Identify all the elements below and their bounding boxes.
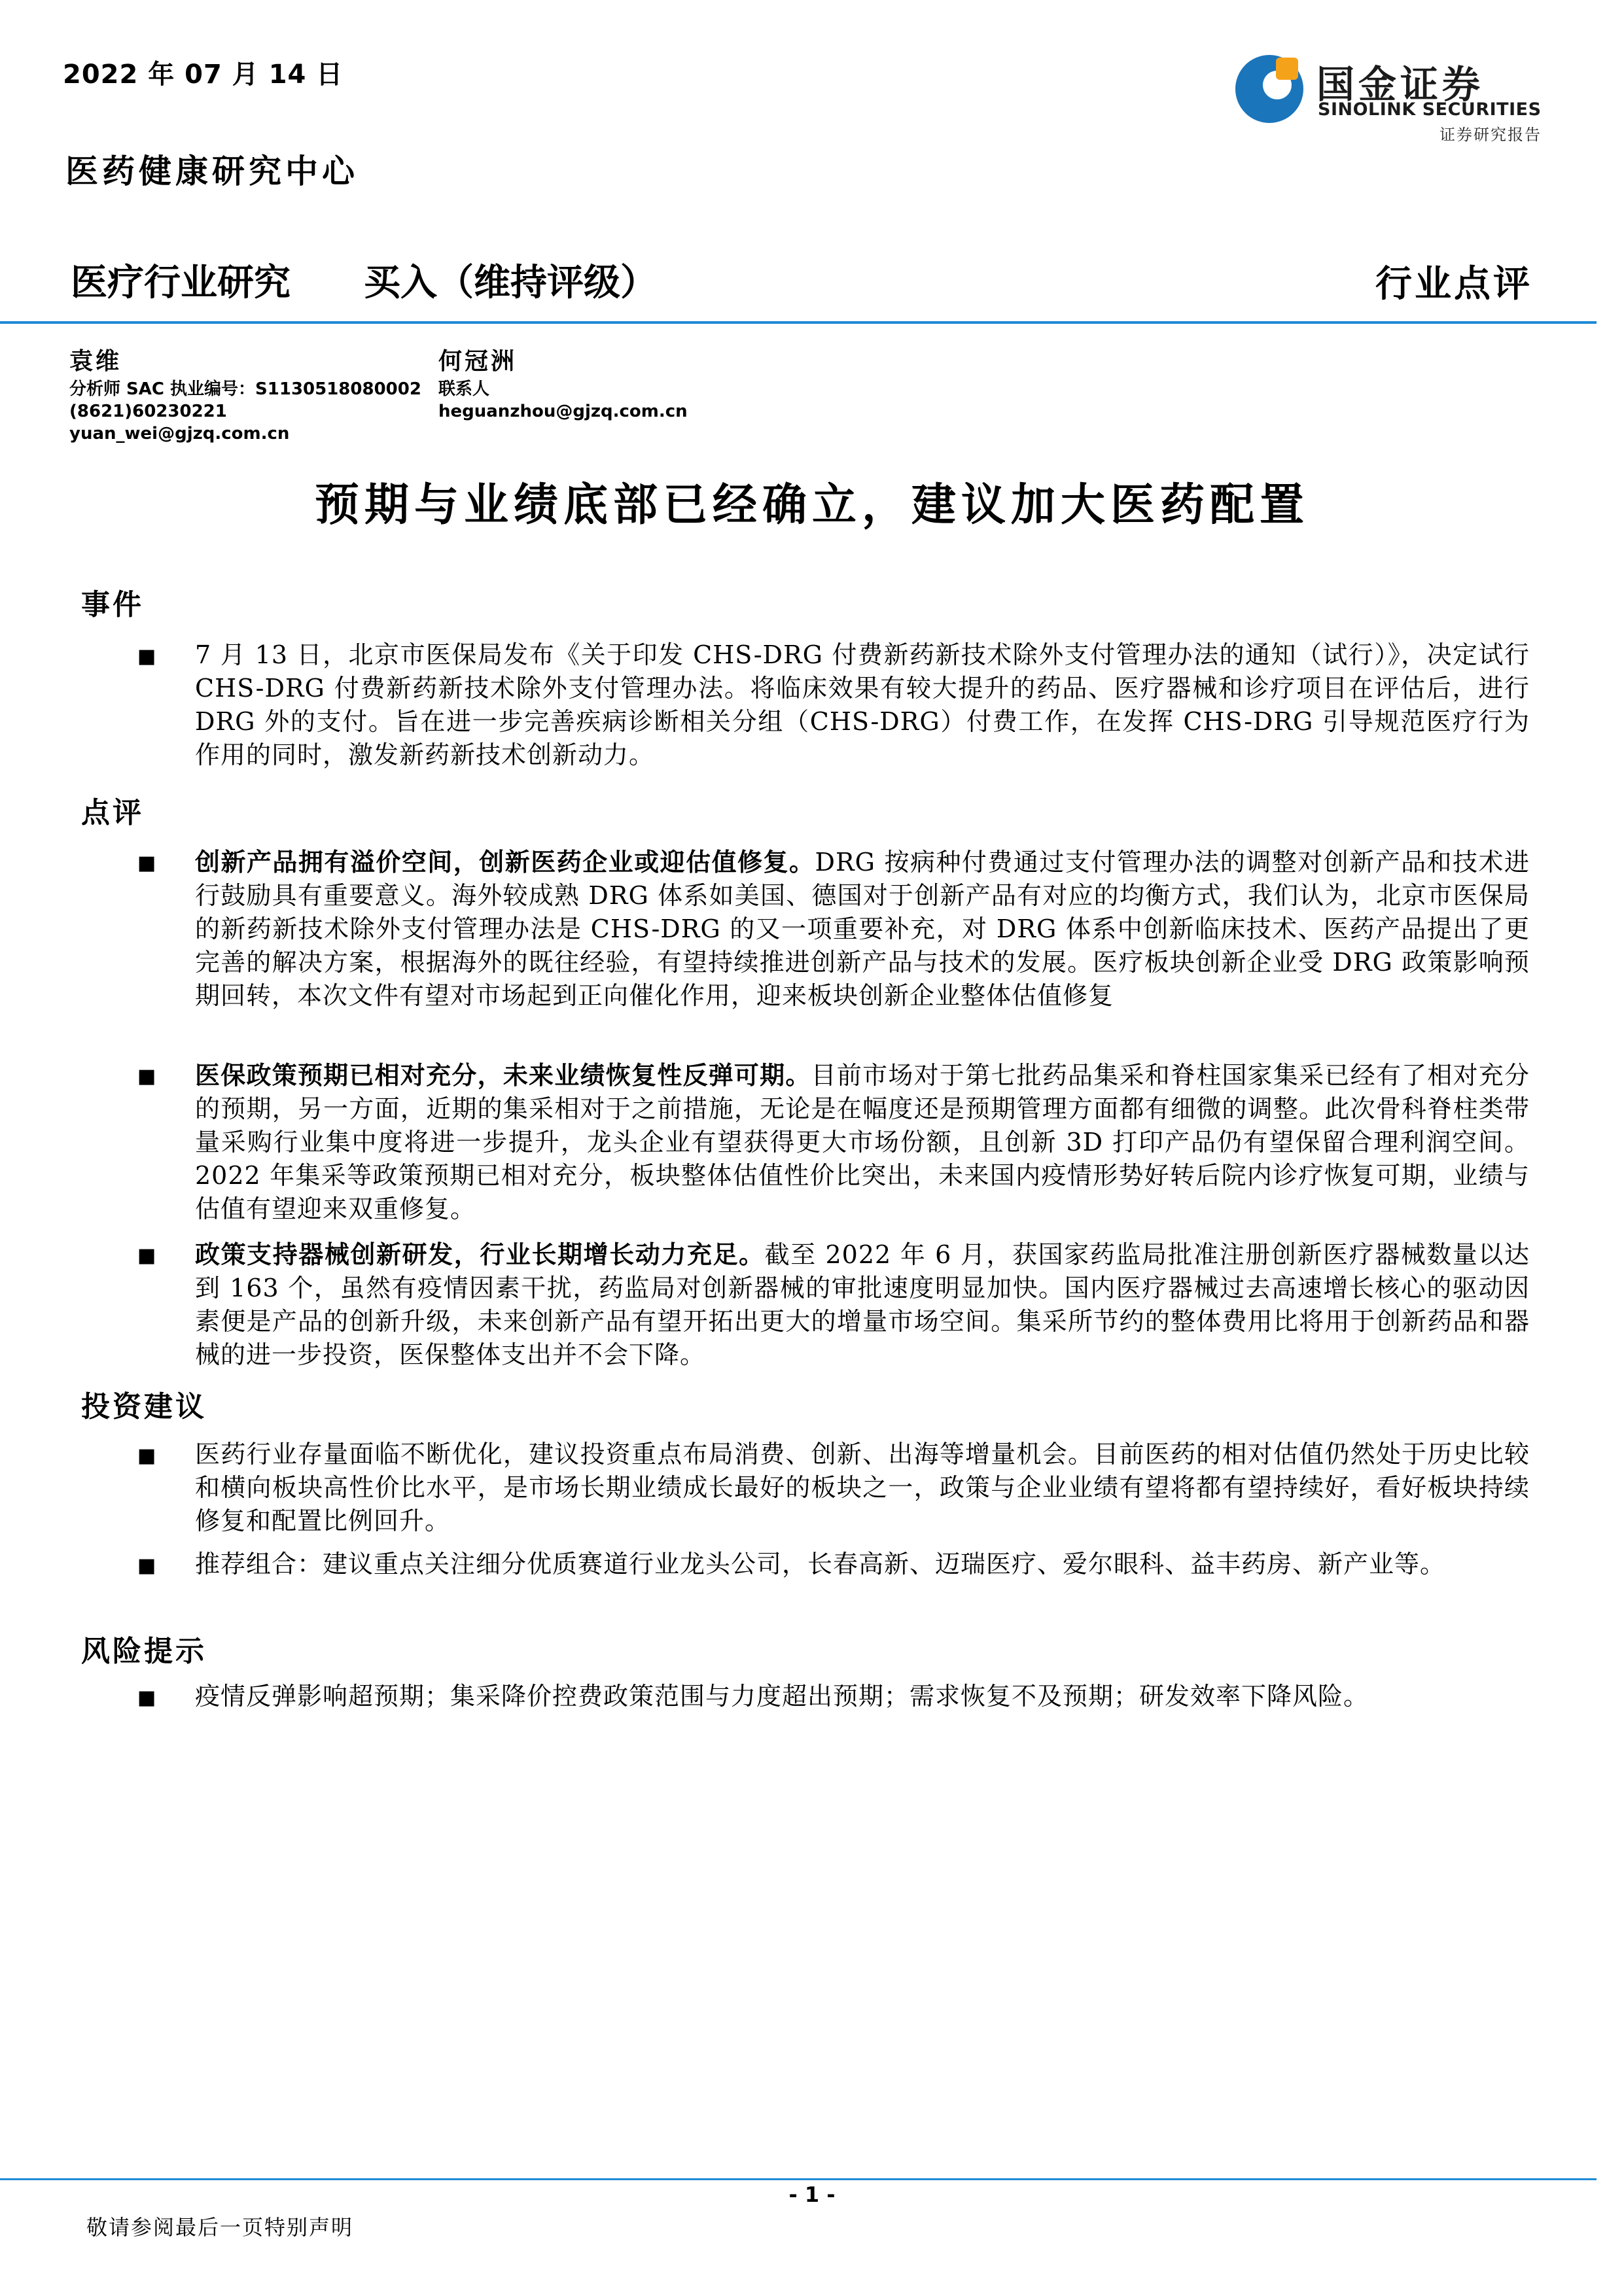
footer-disclaimer: 敬请参阅最后一页特别声明 <box>86 2215 354 2240</box>
section-heading-event: 事件 <box>81 588 144 621</box>
bullet-icon: ■ <box>137 645 156 668</box>
bullet-icon: ■ <box>137 1244 156 1267</box>
company-logo <box>1235 51 1543 128</box>
report-date: 2022 年 07 月 14 日 <box>63 60 344 90</box>
event-paragraph: 7 月 13 日，北京市医保局发布《关于印发 CHS-DRG 付费新药新技术除外支付管理办法的通知（试行）》，决定试行 CHS-DRG 付费新药新技术除外支付管理办法。将临床效果有较大提升的药品、医疗器械和诊疗项目在评估后，进行 DRG 外的支付。旨在进一步完善疾病诊断相关分组（CHS-DRG）付费工作，在发挥 CHS-DRG 引导规范医疗行为作用的同时，激发新药新技术创新动力。 <box>195 640 1530 769</box>
logo-chinese-name: 国金证券 <box>1316 62 1485 107</box>
contact-info: 联系人 heguanzhou@gjzq.com.cn <box>438 379 688 421</box>
research-center: 医药健康研究中心 <box>65 152 359 190</box>
section-heading-review: 点评 <box>81 796 144 829</box>
review-paragraph: 创新产品拥有溢价空间，创新医药企业或迎估值修复。DRG 按病种付费通过支付管理办法的调整对创新产品和技术进行鼓励具有重要意义。海外较成熟 DRG 体系如美国、德国对于创新产品有对应的均衡方式，我们认为，北京市医保局的新药新技术除外支付管理办法是 CHS-DRG 的又一项重要补充，对 DRG 体系中创新临床技术、医药产品提出了更完善的解决方案，根据海外的既往经验，有望持续推进创新产品与技术的发展。医疗板块创新企业受 DRG 政策影响预期回转，本次文件有望对市场起到正向催化作用，迎来板块创新企业整体估值修复 <box>195 847 1530 1010</box>
report-type: 行业点评 <box>1375 262 1532 305</box>
bullet-icon: ■ <box>137 1065 156 1088</box>
advice-paragraph: 推荐组合：建议重点关注细分优质赛道行业龙头公司，长春高新、迈瑞医疗、爱尔眼科、益丰药房、新产业等。 <box>195 1550 1446 1578</box>
review-paragraph: 医保政策预期已相对充分，未来业绩恢复性反弹可期。目前市场对于第七批药品集采和脊柱国家集采已经有了相对充分的预期，另一方面，近期的集采相对于之前措施，无论是在幅度还是预期管理方面都有细微的调整。此次骨科脊柱类带量采购行业集中度将进一步提升，龙头企业有望获得更大市场份额，且创新 3D 打印产品仍有望保留合理利润空间。2022 年集采等政策预期已相对充分，板块整体估值性价比突出，未来国内疫情形势好转后院内诊疗恢复可期，业绩与估值有望迎来双重修复。 <box>195 1060 1530 1223</box>
report-title: 预期与业绩底部已经确立，建议加大医药配置 <box>314 479 1309 531</box>
logo-english-name: SINOLINK SECURITIES <box>1318 99 1542 120</box>
section-heading-advice: 投资建议 <box>81 1390 207 1423</box>
review-paragraph: 政策支持器械创新研发，行业长期增长动力充足。截至 2022 年 6 月，获国家药监局批准注册创新医疗器械数量以达到 163 个，虽然有疫情因素干扰，药监局对创新器械的审批速度明显加快。国内医疗器械过去高速增长核心的驱动因素便是产品的创新升级，未来创新产品有望开拓出更大的增量市场空间。集采所节约的整体费用比将用于创新药品和器械的进一步投资，医保整体支出并不会下降。 <box>195 1240 1530 1369</box>
header-divider <box>0 321 1597 324</box>
contact-name: 何冠洲 <box>438 347 518 375</box>
footer-divider <box>0 2178 1597 2180</box>
page-number: - 1 - <box>788 2182 836 2207</box>
sector-label: 医疗行业研究 <box>71 262 291 304</box>
report-category: 证券研究报告 <box>1439 126 1542 144</box>
section-heading-risk: 风险提示 <box>81 1635 207 1668</box>
advice-paragraph: 医药行业存量面临不断优化，建议投资重点布局消费、创新、出海等增量机会。目前医药的相对估值仍然处于历史比较和横向板块高性价比水平，是市场长期业绩成长最好的板块之一，政策与企业业绩有望将都有望持续好，看好板块持续修复和配置比例回升。 <box>195 1440 1530 1535</box>
rating-label: 买入（维持评级） <box>364 262 657 304</box>
analyst-info: 分析师 SAC 执业编号：S1130518080002 (8621)60230221 yuan_wei@gjzq.com.cn <box>69 379 421 444</box>
bullet-icon: ■ <box>137 852 156 875</box>
risk-paragraph: 疫情反弹影响超预期；集采降价控费政策范围与力度超出预期；需求恢复不及预期；研发效率下降风险。 <box>195 1682 1369 1711</box>
bullet-icon: ■ <box>137 1686 156 1709</box>
bullet-icon: ■ <box>137 1554 156 1577</box>
bullet-icon: ■ <box>137 1444 156 1467</box>
analyst-name: 袁维 <box>69 347 122 375</box>
